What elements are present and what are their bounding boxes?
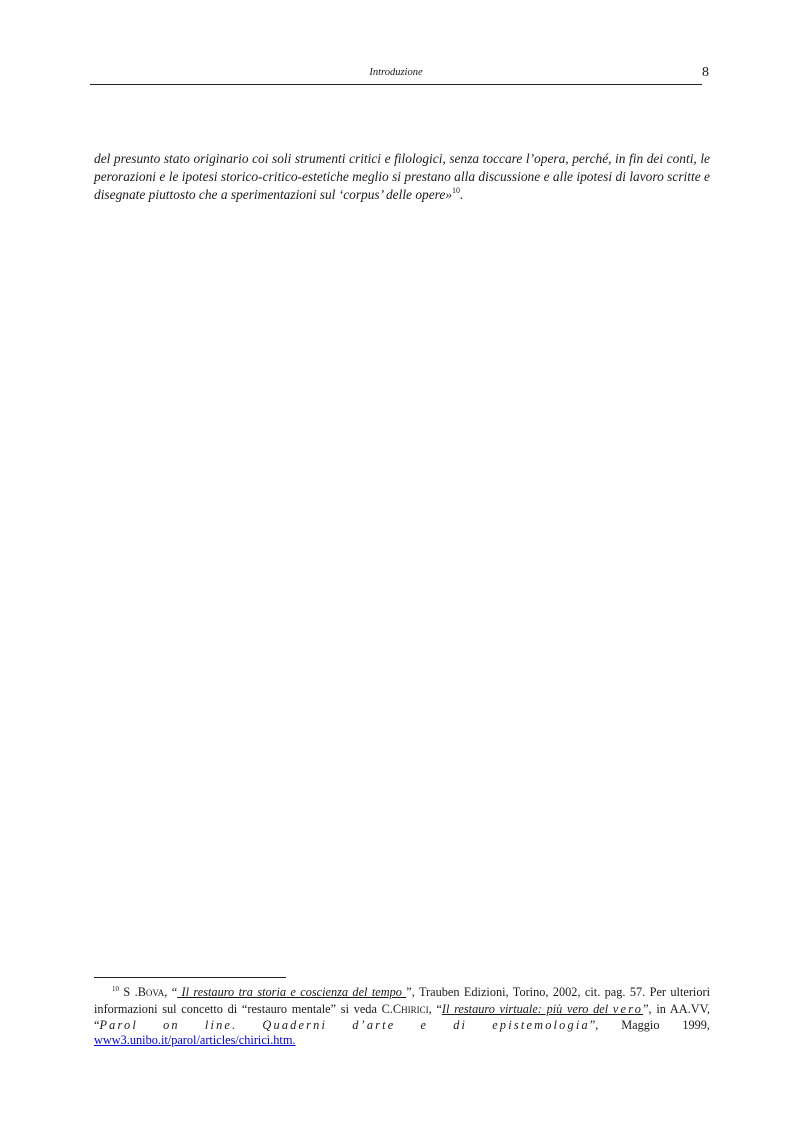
- footnote-rest2: ”, Maggio 1999,: [589, 1017, 710, 1032]
- footnote-author1-prefix: S .: [119, 985, 138, 999]
- body-text-paragraph: [94, 150, 710, 206]
- footnote-number: 10: [112, 985, 119, 993]
- footnote: [94, 985, 710, 1049]
- body-paragraph: [94, 150, 710, 206]
- footnote-title2b: vero: [612, 1002, 644, 1017]
- body-end: .: [460, 187, 464, 202]
- footnote-sep2: , “: [428, 1002, 442, 1017]
- footnote-reference[interactable]: 10: [452, 186, 461, 195]
- running-header: [90, 64, 709, 85]
- footnote-link[interactable]: www3.unibo.it/parol/articles/chirici.htm.: [94, 1033, 296, 1048]
- footnote-title3: Parol on line. Quaderni d’arte e di epistemologia: [99, 1017, 590, 1032]
- footnote-title2a: Il restauro virtuale: più vero del: [441, 1002, 613, 1017]
- footnote-text: [94, 985, 710, 1049]
- footnote-author1-name: Bova: [137, 985, 165, 999]
- footnote-author2-name: Chirici: [392, 1002, 429, 1017]
- footnote-sep3: ”, in AA.VV, “: [94, 1002, 711, 1032]
- header-title: Introduzione: [369, 67, 423, 78]
- page-number: 8: [702, 65, 709, 80]
- body-text: del presunto stato originario coi soli strumenti critici e filologici, senza toccare l’opera, perché, in fin dei conti, le perorazioni e le ipotesi storico-critico-estetiche meglio si prestano alla discussione e alle ipotesi di lavoro scritte e disegnate piuttosto che a sperimentazioni sul ‘corpus’ delle opere»: [94, 151, 710, 202]
- footnote-sep1: , “: [164, 985, 178, 999]
- footnote-separator: [94, 977, 286, 978]
- footnote-title1: Il restauro tra storia e coscienza del tempo: [177, 985, 407, 999]
- footnote-rest1: ”, Trauben Edizioni, Torino, 2002, cit. pag. 57. Per ulteriori informazioni sul concetto di “restauro mentale” si veda C.: [94, 985, 711, 1017]
